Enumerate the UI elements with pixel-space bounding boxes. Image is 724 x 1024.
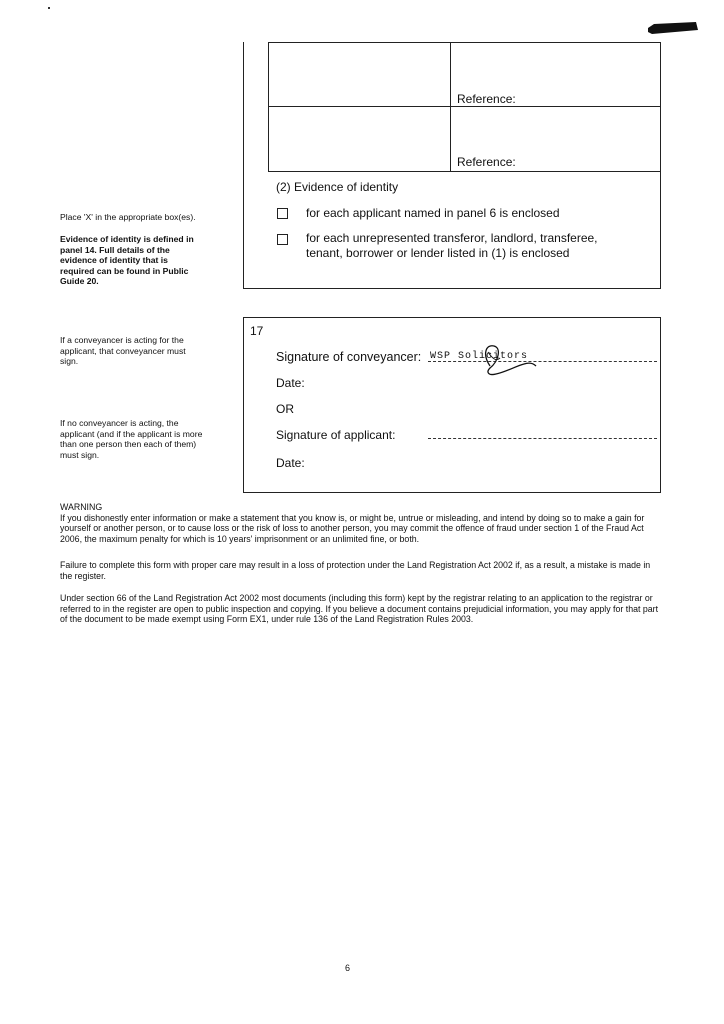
no-conveyancer-note: If no conveyancer is acting, the applicant (and if the applicant is more than one person then each of them) must sign.: [60, 418, 203, 460]
care-paragraph: Failure to complete this form with proper care may result in a loss of protection under the Land Registration Act 2002 if, as a result, a mistake is made in the register.: [60, 560, 651, 581]
signature-scribble: [476, 340, 540, 380]
reference-label: Reference:: [457, 155, 516, 169]
corner-mark: [48, 7, 50, 9]
evidence-defined-note: Evidence of identity is defined in panel 14. Full details of the evidence of identity that is required can be found in Public Guide 20.: [60, 234, 194, 286]
unrepresented-evidence-option: tenant, borrower or lender listed in (1) is enclosed: [306, 246, 570, 260]
signature-applicant-line[interactable]: [428, 438, 657, 439]
unrepresented-evidence-option: for each unrepresented transferor, landlord, transferee,: [306, 231, 598, 245]
reference-label: Reference:: [457, 92, 516, 106]
warning-fraud-paragraph: If you dishonestly enter information or make a statement that you know is, or might be, untrue or misleading, and intend by doing so to make a gain for yourself or another person, or to cause loss or the risk of loss to another person, you may commit the offence of fraud under section 1 of the Fraud Act 2006, the maximum penalty for which is 10 years' imprisonment or an unlimited fine, or both.: [60, 512, 645, 544]
signature-conveyancer-label: Signature of conveyancer:: [276, 350, 422, 364]
page-number: 6: [345, 963, 351, 973]
warning-section: [60, 502, 664, 544]
public-inspection-paragraph: Under section 66 of the Land Registration Act 2002 most documents (including this form) kept by the registrar relating to an application to the registrar or referred to in the register are open to public inspection and copying. If you believe a document contains prejudicial information, you may apply for that part of the document to be made exempt using Form EX1, under rule 136 of the Land Registration Rules 2003.: [60, 593, 659, 625]
place-x-note: Place 'X' in the appropriate box(es).: [60, 212, 196, 222]
page-tab-mark-icon: [648, 20, 698, 38]
signature-applicant-label: Signature of applicant:: [276, 428, 396, 442]
evidence-of-identity-title: (2) Evidence of identity: [276, 180, 399, 194]
panel-number: 17: [250, 324, 264, 338]
applicant-evidence-option: for each applicant named in panel 6 is enclosed: [306, 206, 560, 220]
panel-17-box: [243, 317, 661, 493]
unrepresented-evidence-checkbox[interactable]: [277, 234, 288, 245]
conveyancer-acting-note: If a conveyancer is acting for the applicant, that conveyancer must sign.: [60, 335, 186, 366]
or-label: OR: [276, 402, 294, 416]
date-label: Date:: [276, 376, 305, 390]
warning-heading: WARNING: [60, 502, 103, 512]
applicant-evidence-checkbox[interactable]: [277, 208, 288, 219]
date-label: Date:: [276, 456, 305, 470]
signature-conveyancer-value: WSP Solicitors: [430, 351, 529, 362]
